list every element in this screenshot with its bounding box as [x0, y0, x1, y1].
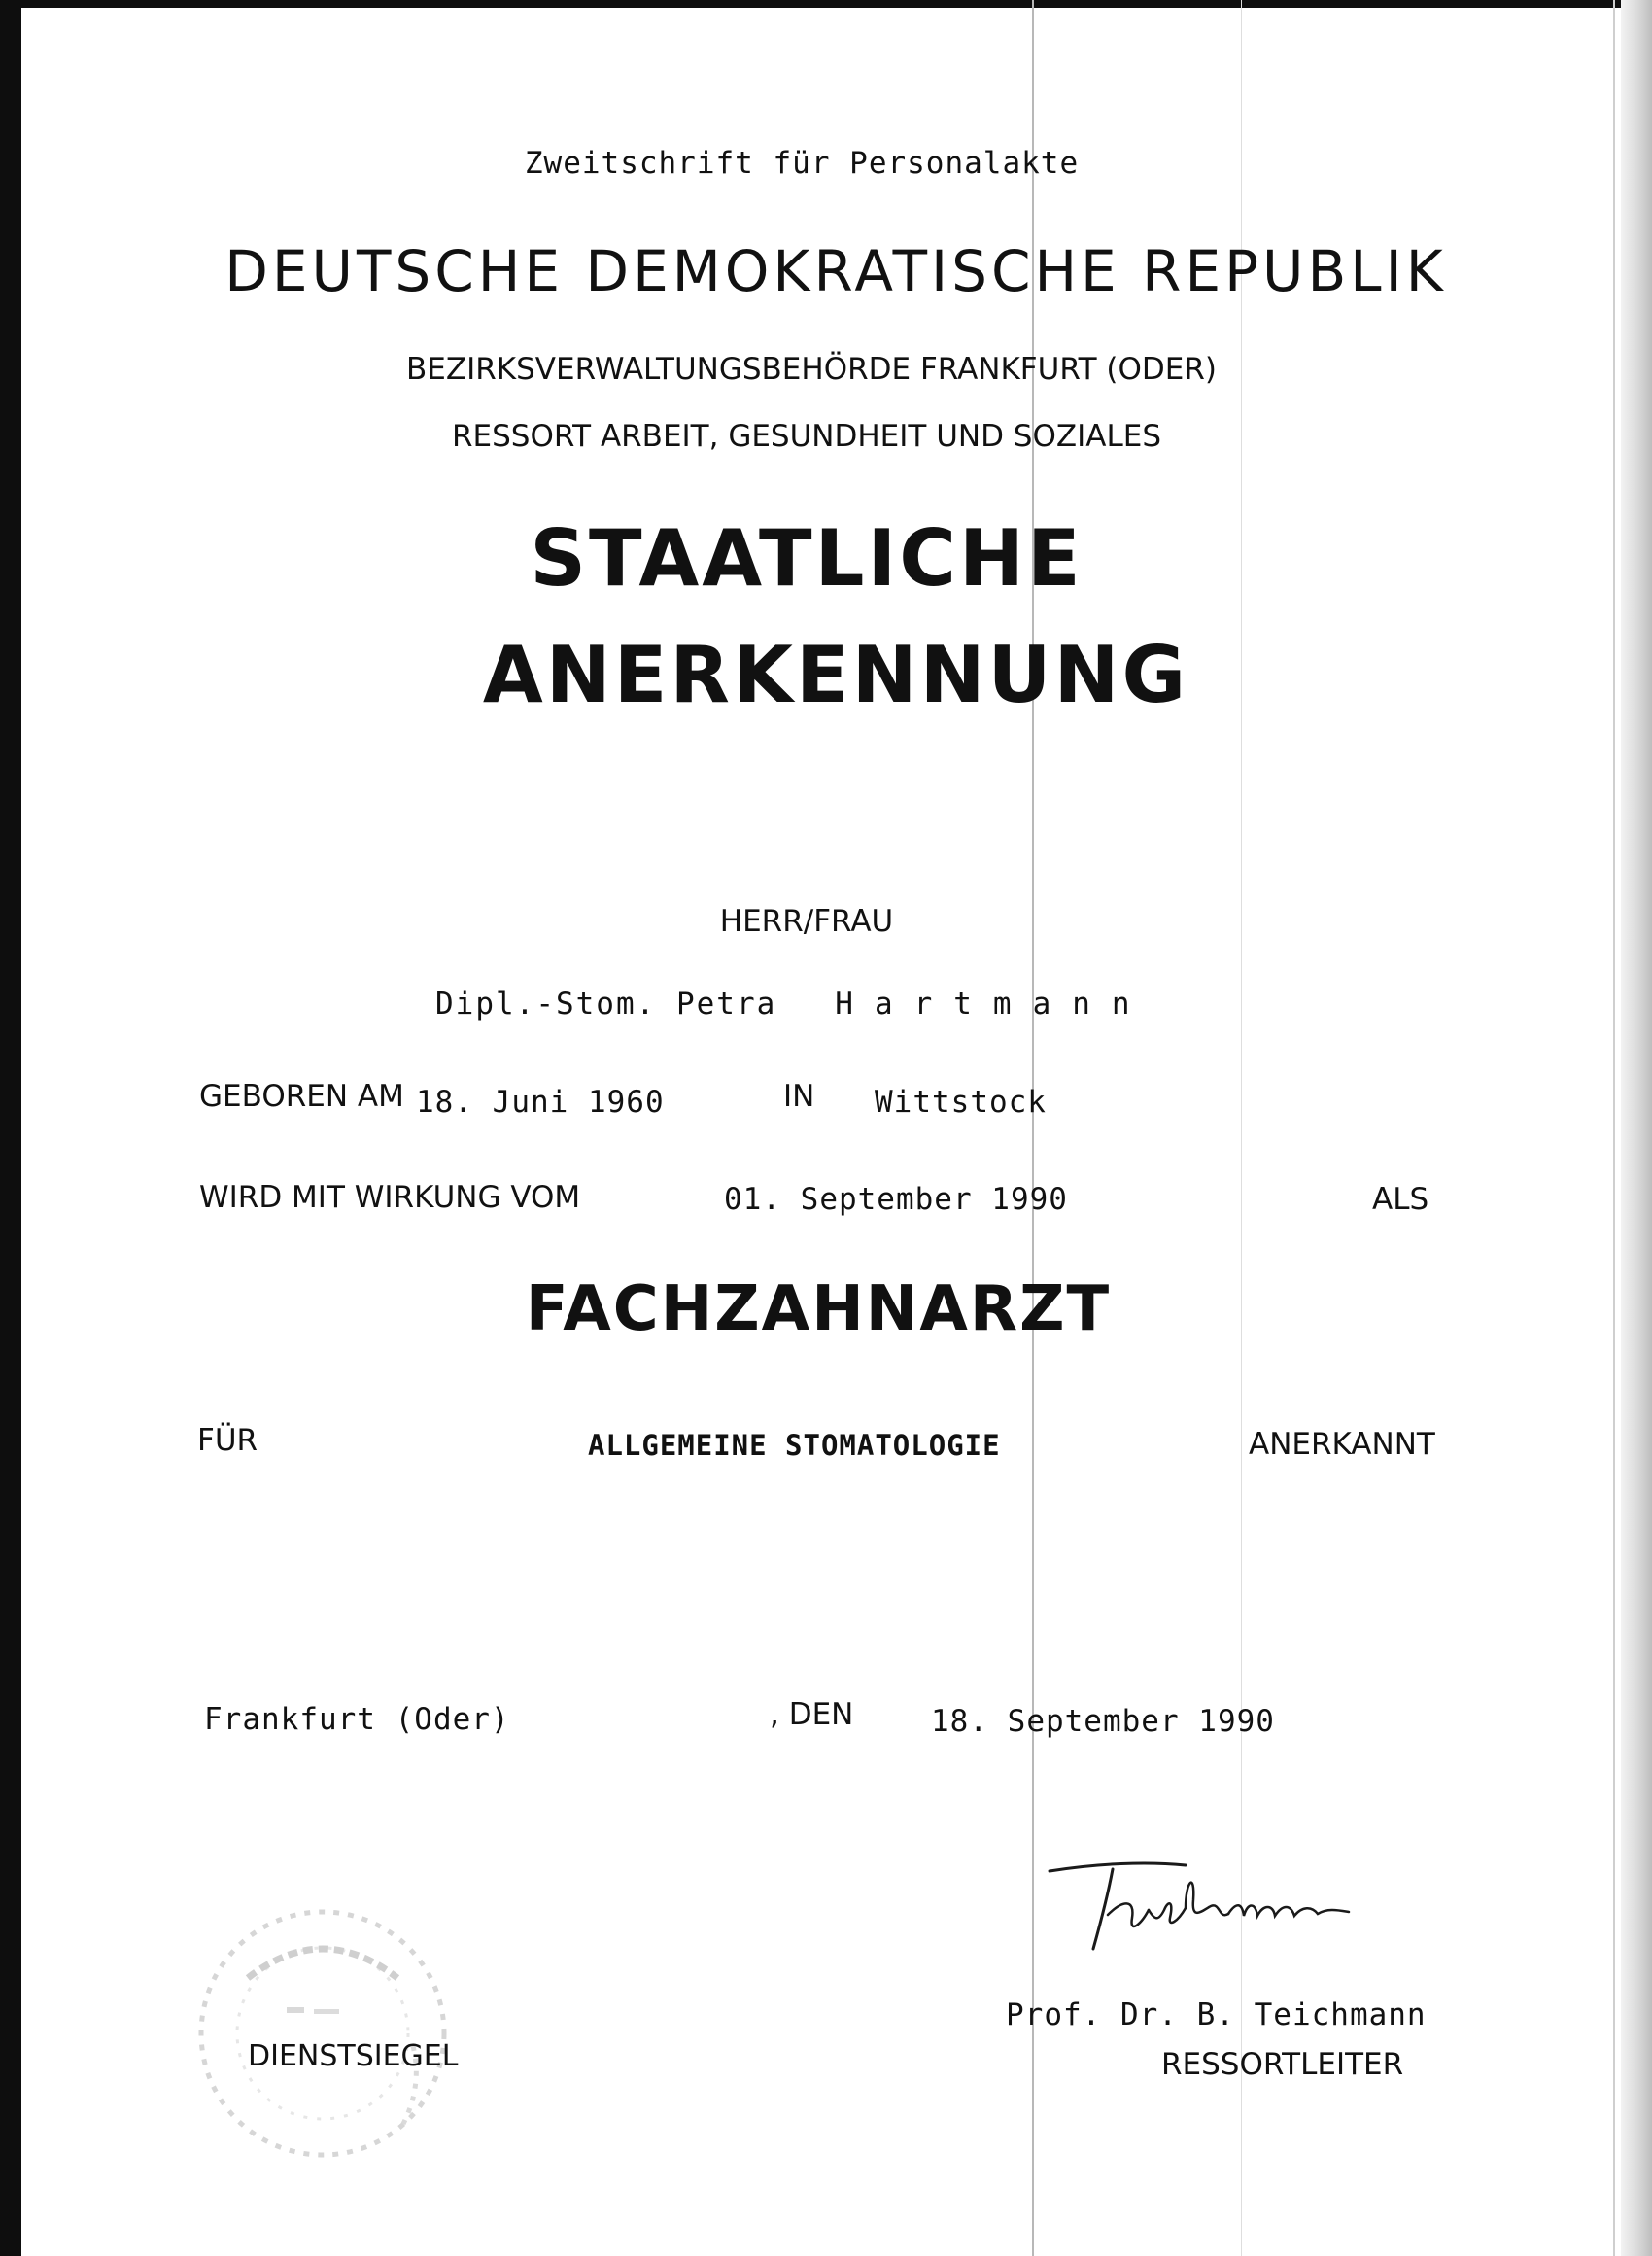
country-heading: DEUTSCHE DEMOKRATISCHE REPUBLIK — [224, 238, 1447, 304]
official-seal-stamp — [189, 1900, 457, 2168]
signer-role: RESSORTLEITER — [1161, 2047, 1404, 2082]
title-line-1: STAATLICHE — [530, 513, 1084, 604]
profession: FACHZAHNARZT — [525, 1273, 1112, 1345]
title-line-2: ANERKENNUNG — [482, 630, 1189, 720]
name-prefix: Dipl.-Stom. Petra — [435, 987, 777, 1022]
scan-edge-right — [1621, 0, 1652, 2256]
born-label: GEBOREN AM — [199, 1079, 404, 1114]
signer-name: Prof. Dr. B. Teichmann — [1006, 1997, 1427, 2032]
recognized-label: ANERKANNT — [1249, 1427, 1435, 1462]
scan-fold-line — [1032, 0, 1034, 2256]
authority-line: BEZIRKSVERWALTUNGSBEHÖRDE FRANKFURT (ODER) — [406, 352, 1217, 387]
scan-edge-left — [0, 0, 21, 2256]
in-label: IN — [783, 1079, 815, 1114]
scan-edge-right-line — [1613, 0, 1615, 2256]
den-label: , DEN — [770, 1697, 854, 1732]
salutation: HERR/FRAU — [719, 904, 894, 939]
birth-date: 18. Juni 1960 — [416, 1085, 665, 1120]
signature-image — [1040, 1842, 1360, 1959]
recipient-name — [435, 987, 1152, 1022]
als-label: ALS — [1372, 1182, 1429, 1217]
copy-note: Zweitschrift für Personalakte — [524, 146, 1080, 181]
issue-place: Frankfurt (Oder) — [204, 1702, 510, 1737]
specialty: ALLGEMEINE STOMATOLOGIE — [588, 1429, 1001, 1462]
effective-date: 01. September 1990 — [724, 1182, 1068, 1217]
effective-label: WIRD MIT WIRKUNG VOM — [199, 1180, 581, 1215]
scan-edge-top — [0, 0, 1652, 8]
issue-date: 18. September 1990 — [931, 1704, 1275, 1739]
department-line: RESSORT ARBEIT, GESUNDHEIT UND SOZIALES — [451, 419, 1161, 454]
surname: Hartmann — [835, 987, 1152, 1022]
seal-label: DIENSTSIEGEL — [248, 2039, 459, 2073]
fuer-label: FÜR — [197, 1423, 258, 1458]
birth-place: Wittstock — [875, 1085, 1047, 1120]
